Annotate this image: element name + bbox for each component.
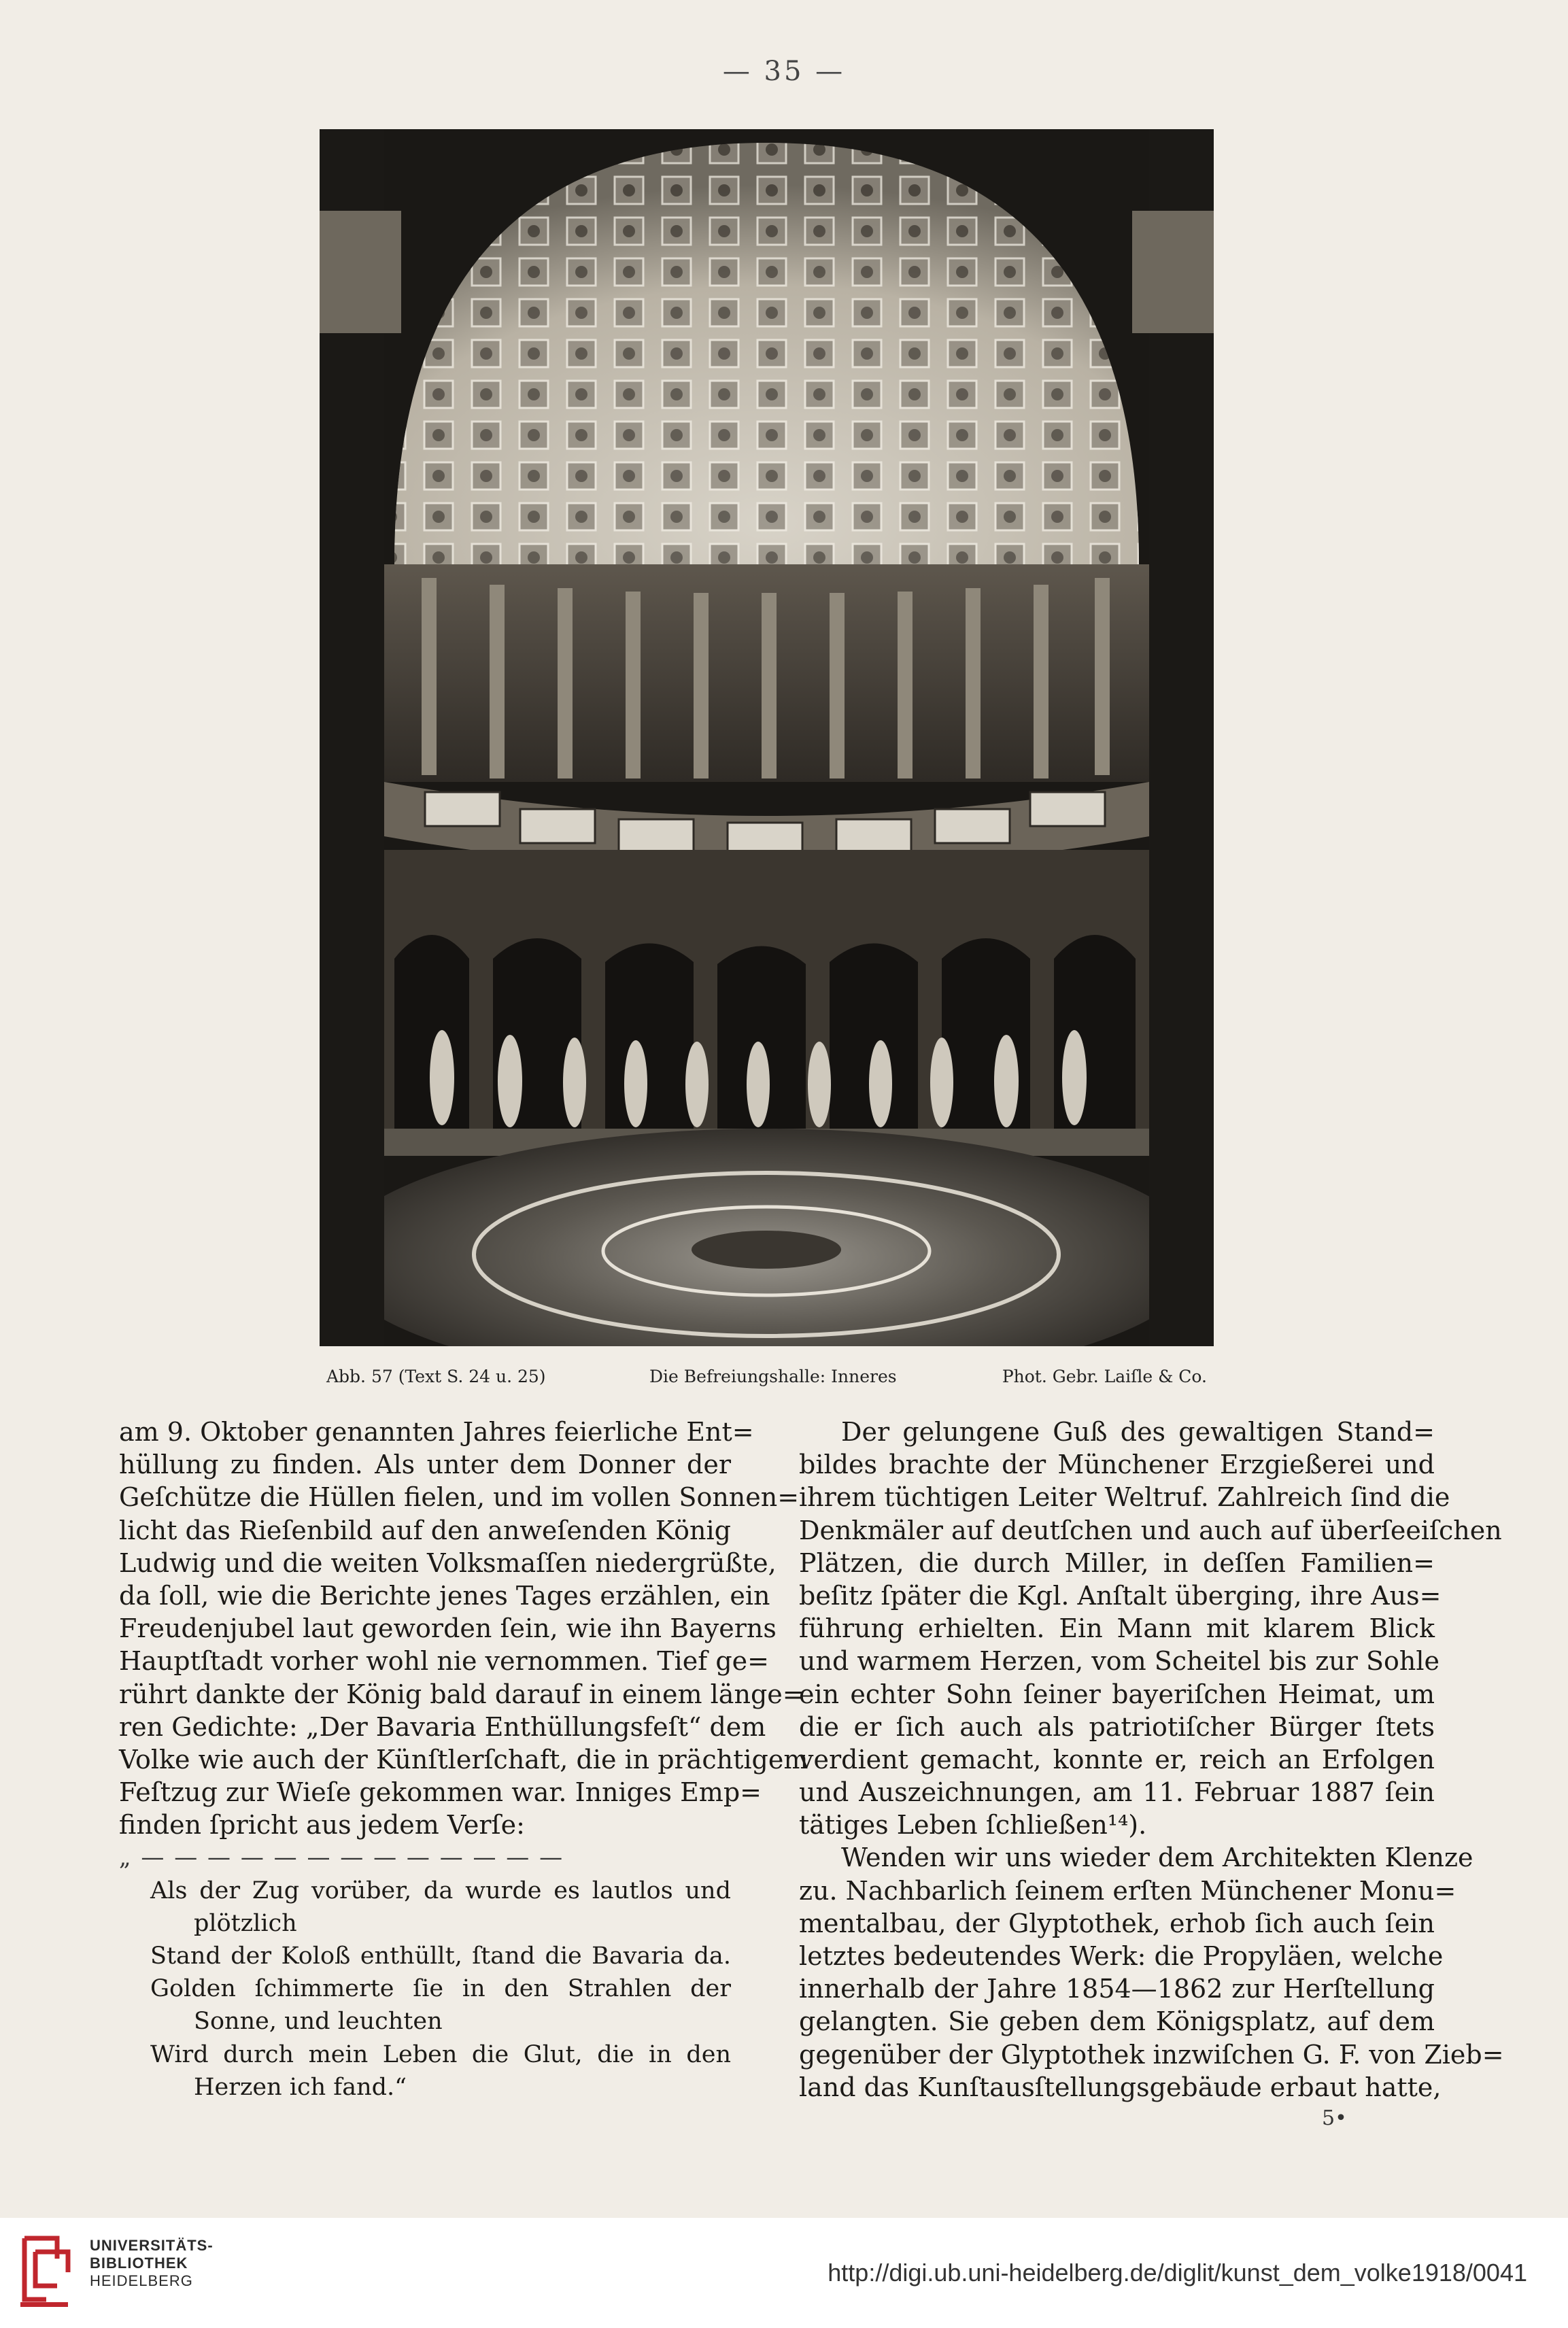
- text-line: die er ſich auch als patriotiſcher Bürger ſtets: [799, 1711, 1435, 1742]
- text-line: Freudenjubel laut geworden ſein, wie ihn Bayerns: [119, 1613, 777, 1644]
- text-line: Geſchütze die Hüllen fielen, und im vollen Sonnen=: [119, 1482, 800, 1513]
- figure-title: Die Befreiungshalle: Inneres: [649, 1367, 897, 1386]
- verse-line: Als der Zug vorüber, da wurde es lautlos und: [150, 1877, 731, 1904]
- verse-line: Wird durch mein Leben die Glut, die in den: [150, 2040, 731, 2068]
- figure-number: Abb. 57 (Text S. 24 u. 25): [326, 1367, 546, 1386]
- library-logo-icon: [15, 2231, 78, 2312]
- text-line: führung erhielten. Ein Mann mit klarem Blick: [799, 1613, 1435, 1644]
- text-line: zu. Nachbarlich ſeinem erſten Münchener Monu=: [799, 1875, 1456, 1906]
- poem-quotation: [119, 1875, 731, 2104]
- sheet-signature-mark: 5•: [1322, 2106, 1347, 2130]
- text-line: ihrem tüchtigen Leiter Weltruf. Zahlreich ſind die: [799, 1482, 1450, 1513]
- text-line: gegenüber der Glyptothek inzwiſchen G. F. von Zieb=: [799, 2039, 1504, 2070]
- library-name: [90, 2237, 214, 2290]
- text-line: und Auszeichnungen, am 11. Februar 1887 ſein: [799, 1777, 1435, 1808]
- verse-line: Sonne, und leuchten: [194, 2008, 443, 2036]
- text-line: Volke wie auch der Künſtlerſchaft, die in prächtigem: [119, 1744, 808, 1775]
- text-line: Plätzen, die durch Miller, in deſſen Familien=: [799, 1547, 1435, 1578]
- text-line: Feſtzug zur Wieſe gekommen war. Inniges Emp=: [119, 1777, 762, 1808]
- text-line: beſitz ſpäter die Kgl. Anſtalt überging, ihre Aus=: [799, 1580, 1442, 1611]
- text-line: hüllung zu finden. Als unter dem Donner der: [119, 1450, 731, 1480]
- text-line: mentalbau, der Glyptothek, erhob ſich auch ſein: [799, 1908, 1435, 1938]
- text-line: Wenden wir uns wieder dem Architekten Klenze: [841, 1843, 1473, 1873]
- right-text-column: [799, 1416, 1504, 2104]
- text-line: letztes bedeutendes Werk: die Propyläen, welche: [799, 1941, 1444, 1971]
- verse-line: plötzlich: [194, 1909, 297, 1937]
- text-line: finden ſpricht aus jedem Verſe:: [119, 1810, 525, 1841]
- text-line: und warmem Herzen, vom Scheitel bis zur Sohle: [799, 1646, 1439, 1677]
- text-line: Hauptſtadt vorher wohl nie vernommen. Tief ge=: [119, 1646, 769, 1677]
- text-line: Denkmäler auf deutſchen und auch auf überſeeiſchen: [799, 1515, 1502, 1545]
- text-line: bildes brachte der Münchener Erzgießerei und: [799, 1450, 1435, 1480]
- text-line: da ſoll, wie die Berichte jenes Tages erzählen, ein: [119, 1580, 770, 1611]
- digitization-footer: [0, 2218, 1568, 2328]
- left-text-column: [119, 1416, 808, 2104]
- hall-interior-illustration: [320, 129, 1214, 1346]
- text-line: tätiges Leben ſchließen¹⁴).: [799, 1810, 1147, 1841]
- text-line: land das Kunſtausſtellungsgebäude erbaut hatte,: [799, 2072, 1442, 2102]
- text-line: Der gelungene Guß des gewaltigen Stand=: [841, 1417, 1435, 1447]
- page-number: — 35 —: [722, 56, 846, 87]
- text-line: ein echter Sohn ſeiner bayeriſchen Heimat, um: [799, 1679, 1435, 1709]
- text-line: rührt dankte der König bald darauf in einem länge=: [119, 1679, 804, 1709]
- text-line: gelangten. Sie geben dem Königsplatz, auf dem: [799, 2006, 1435, 2037]
- verse-line: Golden ſchimmerte ſie in den Strahlen der: [150, 1975, 731, 2003]
- photo-credit: Phot. Gebr. Laiſle & Co.: [1002, 1367, 1207, 1386]
- photograph-befreiungshalle-interior: [320, 129, 1214, 1346]
- verse-separator: „ — — — — — — — — — — — — —: [119, 1844, 564, 1872]
- text-line: verdient gemacht, konnte er, reich an Erfolgen: [799, 1744, 1435, 1775]
- text-line: Ludwig und die weiten Volksmaſſen niedergrüßte,: [119, 1547, 777, 1578]
- library-name-line: HEIDELBERG: [90, 2272, 193, 2289]
- text-line: licht das Rieſenbild auf den anweſenden König: [119, 1515, 731, 1545]
- source-url-link[interactable]: http://digi.ub.uni-heidelberg.de/diglit/kunst_dem_volke1918/0041: [828, 2259, 1527, 2287]
- text-line: innerhalb der Jahre 1854—1862 zur Herſtellung: [799, 1974, 1435, 2004]
- verse-line: Herzen ich fand.“: [194, 2073, 407, 2101]
- text-line: am 9. Oktober genannten Jahres feierliche Ent=: [119, 1417, 754, 1447]
- library-name-line: BIBLIOTHEK: [90, 2255, 188, 2272]
- library-name-line: UNIVERSITÄTS-: [90, 2237, 214, 2254]
- verse-line: Stand der Koloß enthüllt, ſtand die Bavaria da.: [150, 1942, 731, 1970]
- text-line: ren Gedichte: „Der Bavaria Enthüllungsfeſt“ dem: [119, 1711, 766, 1742]
